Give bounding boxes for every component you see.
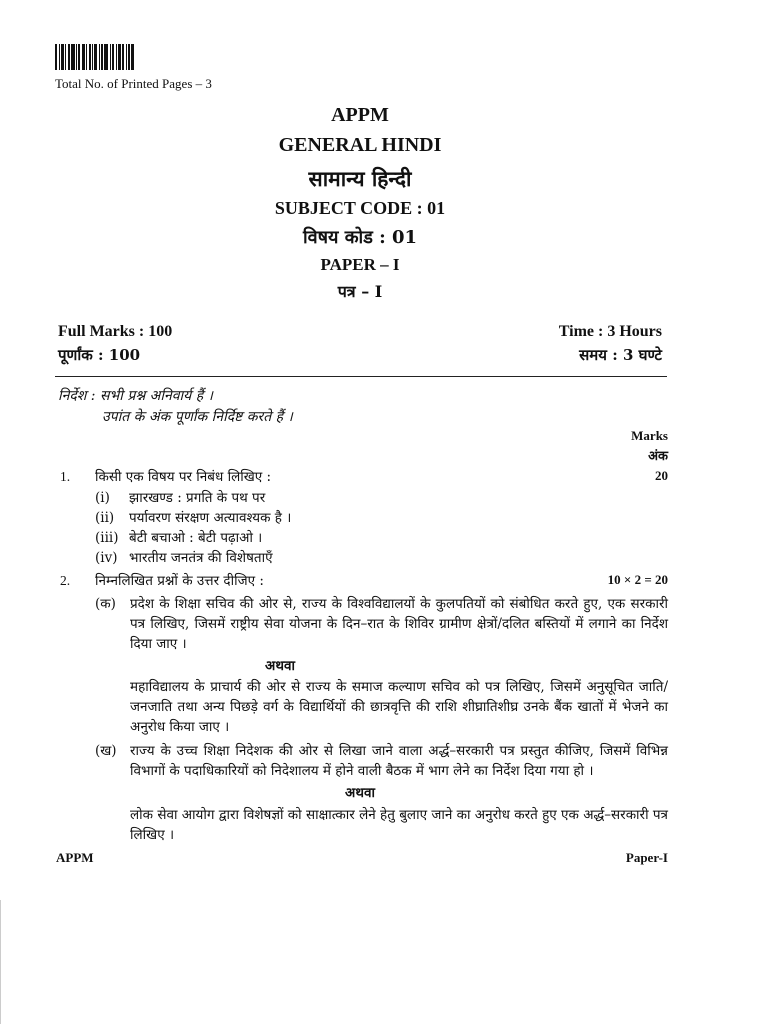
paper-en: PAPER – I <box>320 255 400 274</box>
option-label: (iv) <box>95 550 118 566</box>
exam-code: APPM <box>331 104 389 126</box>
q1-options <box>95 488 595 568</box>
time-en: Time : 3 Hours <box>558 323 662 340</box>
footer-paper: Paper-I <box>625 850 668 865</box>
q1-number: 1. <box>60 469 71 484</box>
header-divider <box>55 376 667 377</box>
list-item <box>95 528 595 548</box>
q2-or-1: अथवा <box>265 658 295 674</box>
q2-kha-alternative: लोक सेवा आयोग द्वारा विशेषज्ञों को साक्षात्कार लेने हेतु बुलाए जाने का अनुरोध करते हुए एक अर्द्ध–सरकारी पत्र लिखिए । <box>130 807 668 843</box>
list-item <box>95 548 595 568</box>
q2-ka-label: (क) <box>95 596 116 612</box>
option-label: (ii) <box>95 510 115 526</box>
q2-number: 2. <box>60 573 71 588</box>
printed-pages-note: Total No. of Printed Pages – 3 <box>55 76 212 91</box>
option-label: (i) <box>95 490 110 506</box>
marks-header-en: Marks <box>631 428 668 443</box>
q1-marks: 20 <box>655 468 668 483</box>
option-text: बेटी बचाओ : बेटी पढ़ाओ । <box>129 530 263 546</box>
q2-text: निम्नलिखित प्रश्नों के उत्तर दीजिए : <box>95 573 264 589</box>
subject-title-en: GENERAL HINDI <box>278 134 442 156</box>
subject-code-hi: विषय कोड : 01 <box>302 227 418 248</box>
list-item <box>95 488 595 508</box>
q2-or-2: अथवा <box>345 785 375 801</box>
footer-code: APPM <box>56 850 94 865</box>
instruction-line-2: उपांत के अंक पूर्णांक निर्दिष्ट करते हैं । <box>102 409 293 425</box>
q2-kha-label: (ख) <box>95 743 117 759</box>
full-marks-en: Full Marks : 100 <box>58 323 173 340</box>
q1-text: किसी एक विषय पर निबंध लिखिए : <box>95 469 272 485</box>
q2-ka-alternative: महाविद्यालय के प्राचार्य की ओर से राज्य के समाज कल्याण सचिव को पत्र लिखिए, जिसमें अनुसूचित जाति/जनजाति तथा अन्य पिछड़े वर्ग के विद्यार्थियों की छात्रवृत्ति की राशि शीघ्रातिशीघ्र उनके बैंक खातों में भेजने का अनुरोध किया जाए । <box>130 679 668 735</box>
full-marks-hi: पूर्णांक : 100 <box>58 346 141 364</box>
paper-hi: पत्र – I <box>337 282 383 301</box>
marks-header-hi: अंक <box>648 449 668 464</box>
subject-code-en: SUBJECT CODE : 01 <box>274 198 446 218</box>
q2-ka-text: प्रदेश के शिक्षा सचिव की ओर से, राज्य के विश्वविद्यालयों के कुलपतियों को संबोधित करते हुए, एक सरकारी पत्र लिखिए, जिसमें राष्ट्रीय सेवा योजना के दिन–रात के शिविर ग्रामीण क्षेत्रों/दलित बस्तियों में लगाने का निर्देश दिया जाए । <box>130 596 668 652</box>
option-text: पर्यावरण संरक्षण अत्यावश्यक है । <box>129 510 292 526</box>
q2-marks: 10 × 2 = 20 <box>607 572 668 587</box>
q2-kha-text: राज्य के उच्च शिक्षा निदेशक की ओर से लिखा जाने वाला अर्द्ध–सरकारी पत्र प्रस्तुत कीजिए, जिसमें विभिन्न विभागों के पदाधिकारियों को निदेशालय में होने वाली बैठक में भाग लेने का निर्देश दिया गया हो । <box>130 743 668 779</box>
subject-title-hi: सामान्य हिन्दी <box>308 166 412 191</box>
scan-edge-line <box>0 900 1 1024</box>
time-hi: समय : 3 घण्टे <box>579 346 662 364</box>
list-item <box>95 508 595 528</box>
option-text: भारतीय जनतंत्र की विशेषताएँ <box>129 550 273 566</box>
instruction-line-1: निर्देश : सभी प्रश्न अनिवार्य हैं । <box>58 388 213 404</box>
option-text: झारखण्ड : प्रगति के पथ पर <box>129 490 266 506</box>
barcode <box>55 44 147 70</box>
option-label: (iii) <box>95 530 119 546</box>
